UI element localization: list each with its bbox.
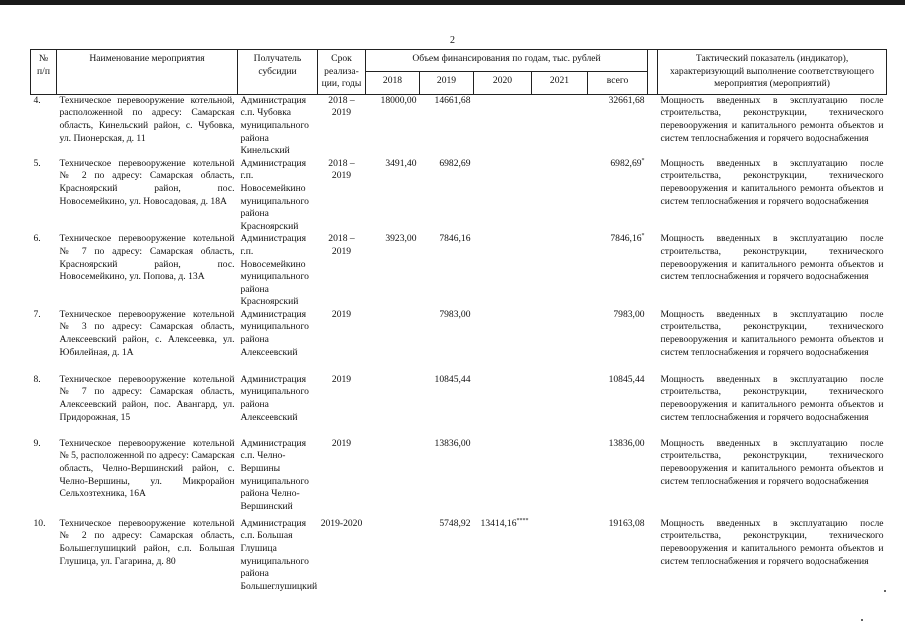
row-term	[318, 374, 366, 438]
table-row	[31, 233, 887, 309]
row-num-text: 9.	[33, 437, 41, 449]
row-num-text: 10.	[33, 517, 46, 529]
top-border	[0, 0, 905, 5]
row-recipient	[238, 158, 318, 234]
row-name-text: Техническое перевооружение котельной № 7 по адресу: Самарская область, Красноярский район, пос. Новосемейкино, ул. Попова, д. 13А	[59, 233, 235, 283]
row-2018-text: 3491,40	[385, 157, 417, 169]
row-total	[588, 518, 648, 598]
table-row	[31, 94, 887, 157]
row-total	[588, 233, 648, 309]
row-2018	[366, 518, 420, 598]
row-name-text: Техническое перевооружение котельной № 3 по адресу: Самарская область, Алексеевский район, с. Алексеевка, ул. Юбилейная, д. 1А	[59, 308, 235, 358]
row-2019	[420, 309, 474, 374]
row-2018-text: 18000,00	[380, 94, 417, 106]
footnote-mark: *	[641, 157, 645, 164]
row-recipient	[238, 438, 318, 518]
row-recipient-text: Администрация с.п. Чубовка муниципального района Кинельский	[240, 94, 309, 157]
row-recipient-text: Администрация муниципального района Алексеевский	[240, 308, 309, 358]
row-2019	[420, 438, 474, 518]
row-recipient	[238, 94, 318, 157]
row-num-text: 4.	[33, 94, 41, 106]
row-total-text: 13836,00	[608, 437, 645, 449]
funding-table	[30, 49, 887, 598]
header-term: Срок реализа-ции, годы	[318, 50, 366, 95]
row-2019-text: 14661,68	[434, 94, 471, 106]
row-indicator	[658, 233, 887, 309]
row-num	[31, 438, 57, 518]
page-number: 2	[450, 35, 455, 46]
row-2019	[420, 374, 474, 438]
row-2021	[532, 158, 588, 234]
row-term	[318, 309, 366, 374]
table-row	[31, 309, 887, 374]
header-indicator: Тактический показатель (индикатор), характеризующий выполнение соответствующего мероприятия (мероприятий)	[658, 50, 887, 95]
row-gap	[648, 518, 658, 598]
header-year-2019: 2019	[420, 72, 474, 94]
row-num-text: 6.	[33, 233, 41, 245]
row-2018-text: 3923,00	[385, 233, 417, 245]
row-name	[57, 438, 238, 518]
row-gap	[648, 94, 658, 157]
row-num	[31, 158, 57, 234]
row-2019-text: 7983,00	[439, 308, 471, 320]
row-2019	[420, 518, 474, 598]
row-total	[588, 374, 648, 438]
row-indicator	[658, 158, 887, 234]
row-num-text: 8.	[33, 373, 41, 385]
row-term-text: 2019	[331, 373, 352, 385]
row-2020	[474, 94, 532, 157]
row-2019-text: 13836,00	[434, 437, 471, 449]
row-2021	[532, 309, 588, 374]
header-num: № п/п	[31, 50, 57, 95]
row-name	[57, 158, 238, 234]
row-indicator-text: Мощность введенных в эксплуатацию после строительства, реконструкции, технического перевооружения и капитального ремонта объектов и систем теплоснабжения и горячего водоснабжения	[660, 233, 884, 283]
row-recipient	[238, 374, 318, 438]
row-name-text: Техническое перевооружение котельной, расположенной по адресу: Самарская область, Кинельский район, с. Чубовка, ул. Пионерская, д. 11	[59, 94, 235, 144]
row-2020	[474, 309, 532, 374]
row-recipient-text: Администрация муниципального района Алексеевский	[240, 373, 309, 423]
header-year-2018: 2018	[366, 72, 420, 94]
row-total-text: 32661,68	[608, 94, 645, 106]
row-2020	[474, 233, 532, 309]
table-body	[31, 94, 887, 598]
row-total-text: 19163,08	[608, 517, 645, 529]
row-name-text: Техническое перевооружение котельной № 2 по адресу: Самарская область, Красноярский район, пос. Новосемейкино, ул. Новосадовая, д. 18А	[59, 157, 235, 207]
row-name-text: Техническое перевооружение котельной № 2 по адресу: Самарская область, Большеглушицкий район, с.п. Большая Глушица, ул. Гагарина, д. 80	[59, 517, 235, 567]
row-2018	[366, 374, 420, 438]
row-total-text: 10845,44	[608, 373, 645, 385]
row-indicator-text: Мощность введенных в эксплуатацию после строительства, реконструкции, технического перевооружения и капитального ремонта объектов и систем теплоснабжения и горячего водоснабжения	[660, 517, 884, 567]
row-2019-text: 6982,69	[439, 157, 471, 169]
header-total: всего	[588, 72, 648, 94]
scan-speck	[861, 619, 863, 621]
footnote-mark: *	[641, 233, 645, 240]
row-indicator	[658, 438, 887, 518]
row-recipient-text: Администрация г.п. Новосемейкино муниципального района Красноярский	[240, 157, 309, 232]
row-term-text: 2019	[331, 437, 352, 449]
row-num	[31, 233, 57, 309]
row-term	[318, 518, 366, 598]
row-total	[588, 309, 648, 374]
row-total	[588, 438, 648, 518]
row-total-text: 7983,00	[613, 308, 645, 320]
row-indicator-text: Мощность введенных в эксплуатацию после строительства, реконструкции, технического перевооружения и капитального ремонта объектов и систем теплоснабжения и горячего водоснабжения	[660, 157, 884, 207]
row-term	[318, 233, 366, 309]
row-2020-text: 13414,16	[480, 517, 517, 529]
table-row	[31, 518, 887, 598]
footnote-mark: ****	[516, 517, 529, 524]
row-recipient-text: Администрация с.п. Челно-Вершины муниципального района Челно-Вершинский	[240, 437, 309, 512]
table-row	[31, 158, 887, 234]
row-term	[318, 438, 366, 518]
row-2021	[532, 374, 588, 438]
row-name	[57, 374, 238, 438]
header-year-2021: 2021	[532, 72, 588, 94]
row-indicator	[658, 94, 887, 157]
row-2021	[532, 94, 588, 157]
row-indicator	[658, 374, 887, 438]
row-recipient-text: Администрация г.п. Новосемейкино муниципального района Красноярский	[240, 233, 309, 308]
row-recipient	[238, 233, 318, 309]
row-term-text: 2018 – 2019	[328, 233, 355, 257]
row-term-text: 2018 – 2019	[328, 94, 355, 119]
row-recipient	[238, 309, 318, 374]
row-2020	[474, 438, 532, 518]
row-gap	[648, 438, 658, 518]
row-name-text: Техническое перевооружение котельной № 5, расположенной по адресу: Самарская область, Челно-Вершинский район, с. Челно-Вершины, ул. Микрорайон Сельхозтехника, 16А	[59, 437, 235, 500]
row-num	[31, 309, 57, 374]
row-term	[318, 94, 366, 157]
header-funding: Объем финансирования по годам, тыс. рублей	[366, 50, 648, 72]
row-indicator-text: Мощность введенных в эксплуатацию после строительства, реконструкции, технического перевооружения и капитального ремонта объектов и систем теплоснабжения и горячего водоснабжения	[660, 373, 884, 423]
row-name	[57, 518, 238, 598]
row-num-text: 7.	[33, 308, 41, 320]
row-total-text: 6982,69	[610, 157, 642, 169]
row-indicator-text: Мощность введенных в эксплуатацию после строительства, реконструкции, технического перевооружения и капитального ремонта объектов и систем теплоснабжения и горячего водоснабжения	[660, 308, 884, 358]
row-name-text: Техническое перевооружение котельной № 7 по адресу: Самарская область, Алексеевский район, пос. Авангард, ул. Придорожная, 15	[59, 373, 235, 423]
row-2019	[420, 158, 474, 234]
header-name: Наименование мероприятия	[57, 50, 238, 95]
row-recipient	[238, 518, 318, 598]
row-total	[588, 94, 648, 157]
table-row	[31, 374, 887, 438]
row-gap	[648, 374, 658, 438]
row-term-text: 2019-2020	[320, 517, 363, 529]
row-gap	[648, 233, 658, 309]
row-indicator-text: Мощность введенных в эксплуатацию после строительства, реконструкции, технического перевооружения и капитального ремонта объектов и систем теплоснабжения и горячего водоснабжения	[660, 94, 884, 144]
row-2020	[474, 374, 532, 438]
row-indicator	[658, 518, 887, 598]
row-2021	[532, 438, 588, 518]
row-term-text: 2019	[331, 308, 352, 320]
row-total	[588, 158, 648, 234]
header-recipient: Получатель субсидии	[238, 50, 318, 95]
row-2021	[532, 518, 588, 598]
row-2019-text: 5748,92	[439, 517, 471, 529]
row-2019-text: 7846,16	[439, 233, 471, 245]
row-term	[318, 158, 366, 234]
row-gap	[648, 158, 658, 234]
scan-speck	[884, 590, 886, 592]
row-num	[31, 374, 57, 438]
row-name	[57, 233, 238, 309]
row-2018	[366, 438, 420, 518]
row-name	[57, 309, 238, 374]
row-2019-text: 10845,44	[434, 373, 471, 385]
row-num	[31, 94, 57, 157]
row-2019	[420, 94, 474, 157]
row-gap	[648, 309, 658, 374]
row-2018	[366, 309, 420, 374]
row-indicator-text: Мощность введенных в эксплуатацию после строительства, реконструкции, технического перевооружения и капитального ремонта объектов и систем теплоснабжения и горячего водоснабжения	[660, 437, 884, 487]
row-2019	[420, 233, 474, 309]
row-term-text: 2018 – 2019	[328, 157, 355, 182]
row-2020	[474, 518, 532, 598]
row-name	[57, 94, 238, 157]
row-recipient-text: Администрация с.п. Большая Глушица муниципального района Большеглушицкий	[240, 517, 318, 592]
row-2020	[474, 158, 532, 234]
header-year-2020: 2020	[474, 72, 532, 94]
row-2018	[366, 158, 420, 234]
row-2018	[366, 233, 420, 309]
row-2018	[366, 94, 420, 157]
row-2021	[532, 233, 588, 309]
row-num-text: 5.	[33, 157, 41, 169]
row-total-text: 7846,16	[610, 233, 642, 245]
row-num	[31, 518, 57, 598]
header-gap	[648, 50, 658, 95]
table-row	[31, 438, 887, 518]
row-indicator	[658, 309, 887, 374]
